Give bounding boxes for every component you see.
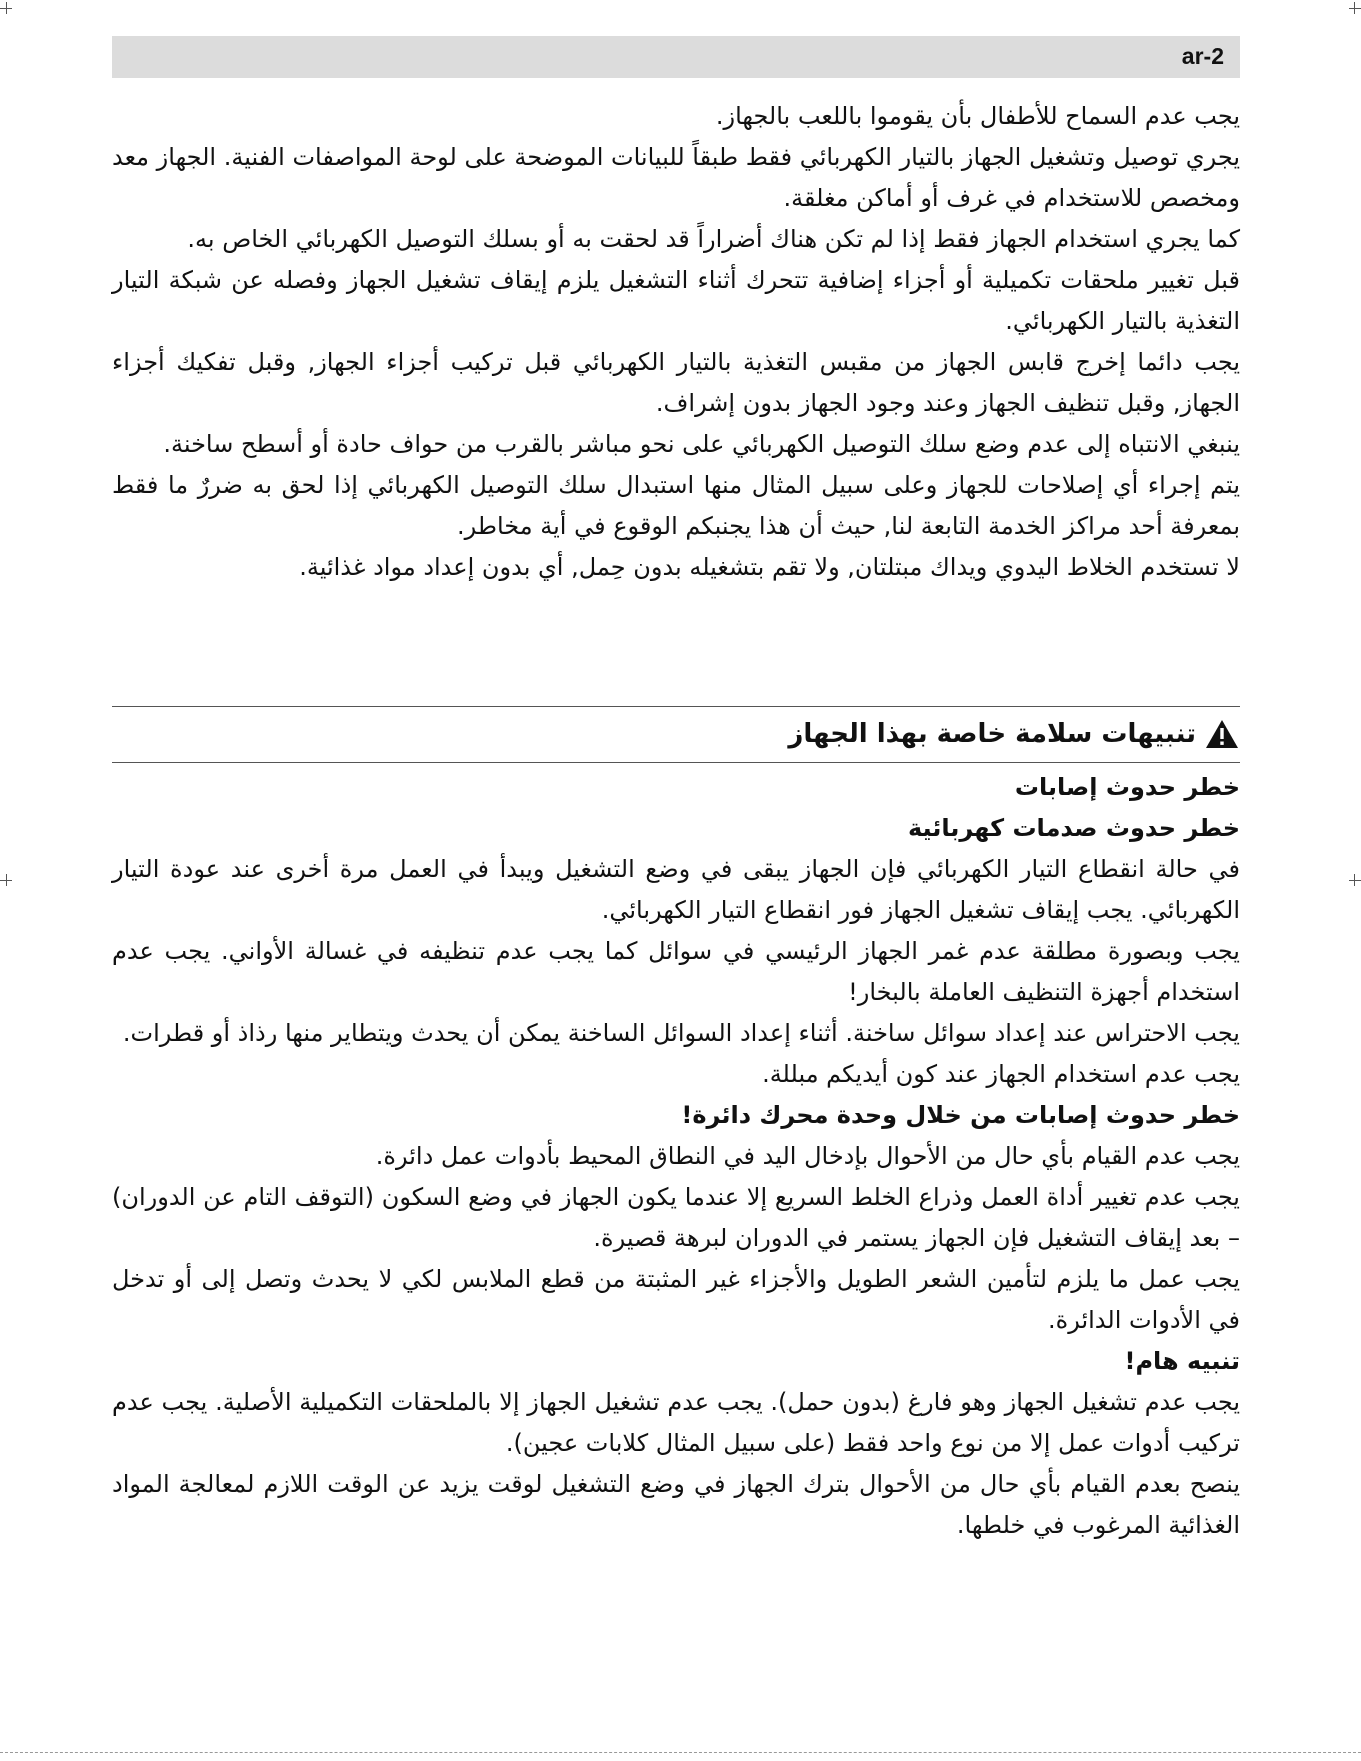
paragraph: كما يجري استخدام الجهاز فقط إذا لم تكن هناك أضراراً قد لحقت به أو بسلك التوصيل الكهربائي الخاص به.: [187, 225, 1240, 253]
subheading: خطر حدوث إصابات: [1014, 773, 1240, 801]
page-number: ar-2: [1181, 43, 1224, 69]
paragraph: ينبغي الانتباه إلى عدم وضع سلك التوصيل الكهربائي على نحو مباشر بالقرب من حواف حادة أو أسطح ساخنة.: [163, 430, 1240, 458]
page-header-bar: [112, 36, 1240, 78]
paragraph: يجب عدم تغيير أداة العمل وذراع الخلط السريع إلا عندما يكون الجهاز في وضع السكون (التوقف التام عن الدوران) – بعد إيقاف التشغيل فإن الجهاز يستمر في الدوران لبرهة قصيرة.: [112, 1183, 1240, 1252]
crop-mark: [1349, 8, 1361, 9]
section-rule-bottom: [112, 762, 1240, 763]
crop-mark: [6, 874, 7, 886]
paragraph: يجب عدم السماح للأطفال بأن يقوموا باللعب بالجهاز.: [715, 102, 1240, 130]
paragraph: يتم إجراء أي إصلاحات للجهاز وعلى سبيل المثال منها استبدال سلك التوصيل الكهربائي إذا لحق به ضررٌ ما فقط بمعرفة أحد مراكز الخدمة التابعة لنا, حيث أن هذا يجنبكم الوقوع في أية مخاطر.: [112, 471, 1240, 540]
crop-mark: [1354, 874, 1355, 886]
paragraph: ينصح بعدم القيام بأي حال من الأحوال بترك الجهاز في وضع التشغيل لوقت يزيد عن الوقت اللازم لمعالجة المواد الغذائية المرغوب في خلطها.: [112, 1470, 1240, 1539]
paragraph: قبل تغيير ملحقات تكميلية أو أجزاء إضافية تتحرك أثناء التشغيل يلزم إيقاف تشغيل الجهاز وفصله عن شبكة التيار التغذية بالتيار الكهربائي.: [112, 266, 1240, 335]
intro-text-block: [112, 96, 1240, 588]
safety-text-block: [112, 767, 1240, 1546]
section-rule-top: [112, 706, 1240, 707]
crop-mark: [6, 2, 7, 14]
crop-mark: [1354, 2, 1355, 14]
paragraph: في حالة انقطاع التيار الكهربائي فإن الجهاز يبقى في وضع التشغيل ويبدأ في العمل مرة أخرى عند عودة التيار الكهربائي. يجب إيقاف تشغيل الجهاز فور انقطاع التيار الكهربائي.: [112, 855, 1240, 924]
subheading: خطر حدوث صدمات كهربائية: [907, 814, 1240, 842]
subheading: خطر حدوث إصابات من خلال وحدة محرك دائرة!: [681, 1101, 1240, 1129]
paragraph: يجب وبصورة مطلقة عدم غمر الجهاز الرئيسي في سوائل كما يجب عدم تنظيفه في غسالة الأواني. يجب عدم استخدام أجهزة التنظيف العاملة بالبخار!: [112, 937, 1240, 1006]
paragraph: يجب عدم تشغيل الجهاز وهو فارغ (بدون حمل). يجب عدم تشغيل الجهاز إلا بالملحقات التكميلية الأصلية. يجب عدم تركيب أدوات عمل إلا من نوع واحد فقط (على سبيل المثال كلابات عجين).: [112, 1388, 1240, 1457]
paragraph: يجب عدم استخدام الجهاز عند كون أيديكم مبللة.: [762, 1060, 1240, 1088]
paragraph: يجب الاحتراس عند إعداد سوائل ساخنة. أثناء إعداد السوائل الساخنة يمكن أن يحدث ويتطاير منها رذاذ أو قطرات.: [122, 1019, 1240, 1047]
section-heading: [112, 710, 1240, 758]
paragraph: يجب عدم القيام بأي حال من الأحوال بإدخال اليد في النطاق المحيط بأدوات عمل دائرة.: [375, 1142, 1240, 1170]
crop-mark: [1349, 880, 1361, 881]
paragraph: يجب عمل ما يلزم لتأمين الشعر الطويل والأجزاء غير المثبتة من قطع الملابس لكي لا يحدث وتصل إلى أو تدخل في الأدوات الدائرة.: [112, 1265, 1240, 1334]
subheading: تنبيه هام!: [1124, 1347, 1240, 1375]
paragraph: يجب دائما إخرج قابس الجهاز من مقبس التغذية بالتيار الكهربائي قبل تركيب أجزاء الجهاز, وقبل تفكيك أجزاء الجهاز, وقبل تنظيف الجهاز وعند وجود الجهاز بدون إشراف.: [112, 348, 1240, 417]
paragraph: يجري توصيل وتشغيل الجهاز بالتيار الكهربائي فقط طبقاً للبيانات الموضحة على لوحة المواصفات الفنية. الجهاز معد ومخصص للاستخدام في غرف أو أماكن مغلقة.: [112, 143, 1240, 212]
section-title: تنبيهات سلامة خاصة بهذا الجهاز: [788, 719, 1196, 749]
trim-line: [0, 1752, 1361, 1753]
paragraph: لا تستخدم الخلاط اليدوي ويداك مبتلتان, ولا تقم بتشغيله بدون حِمل, أي بدون إعداد مواد غذائية.: [299, 553, 1240, 581]
warning-triangle-icon: [1204, 718, 1240, 750]
